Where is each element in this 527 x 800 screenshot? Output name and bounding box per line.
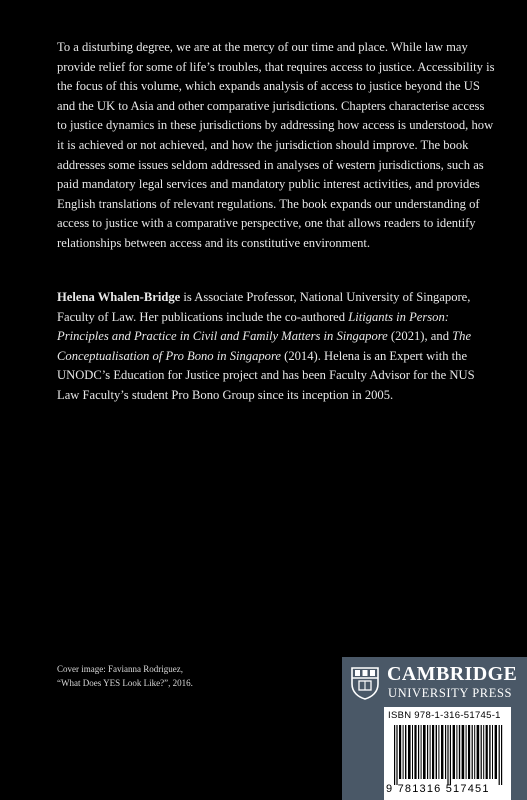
bio-text-3: (2014). Helena is an Expert with the UNODC’s Education for Justice project and has been Faculty Advisor for the NUS Law Faculty’s student Pro Bono Group since its inception in 2005.: [57, 348, 475, 402]
publication-title-1: Litigants in Person: Principles and Practice in Civil and Family Matters in Singapore: [57, 309, 449, 344]
cover-image-credit: [57, 662, 193, 690]
barcode-icon: [394, 725, 504, 785]
barcode-digits: 9 781316 517451: [386, 783, 490, 795]
isbn-barcode: [384, 707, 511, 800]
author-name: Helena Whalen-Bridge: [57, 290, 181, 304]
book-description: To a disturbing degree, we are at the mercy of our time and place. While law may provide relief for some of life’s troubles, that requires access to justice. Accessibility is the focus of this volume, which expands analysis of access to justice beyond the US and the UK to Asia and other comparative jurisdictions. Chapters characterise access to justice dynamics in these jurisdictions by addressing how access is understood, how it is achieved or not achieved, and how the jurisdiction should improve. The book addresses some issues seldom addressed in analyses of western jurisdictions, such as paid mandatory legal services and mandatory public interest activities, and provides English translations of relevant regulations. The book expands our understanding of access to justice with a comparative perspective, one that allows readers to identify relationships between access and its constitutive environment.: [57, 40, 495, 250]
publisher-name: CAMBRIDGE: [387, 663, 518, 685]
bio-text-1: is Associate Professor, National University of Singapore, Faculty of Law. Her publications include the co-authored: [57, 290, 471, 324]
publication-title-2: The Conceptualisation of Pro Bono in Singapore: [57, 329, 472, 363]
cover-credit-line-2: “What Does YES Look Like?”, 2016.: [57, 678, 193, 688]
isbn-label: ISBN 978-1-316-51745-1: [388, 710, 501, 721]
publisher-subtitle: UNIVERSITY PRESS: [388, 686, 513, 700]
bio-text-2: (2021), and: [387, 329, 453, 344]
author-bio: [57, 288, 497, 406]
cover-credit-line-1: Cover image: Favianna Rodriguez,: [57, 664, 183, 674]
cambridge-crest-icon: [350, 666, 380, 700]
